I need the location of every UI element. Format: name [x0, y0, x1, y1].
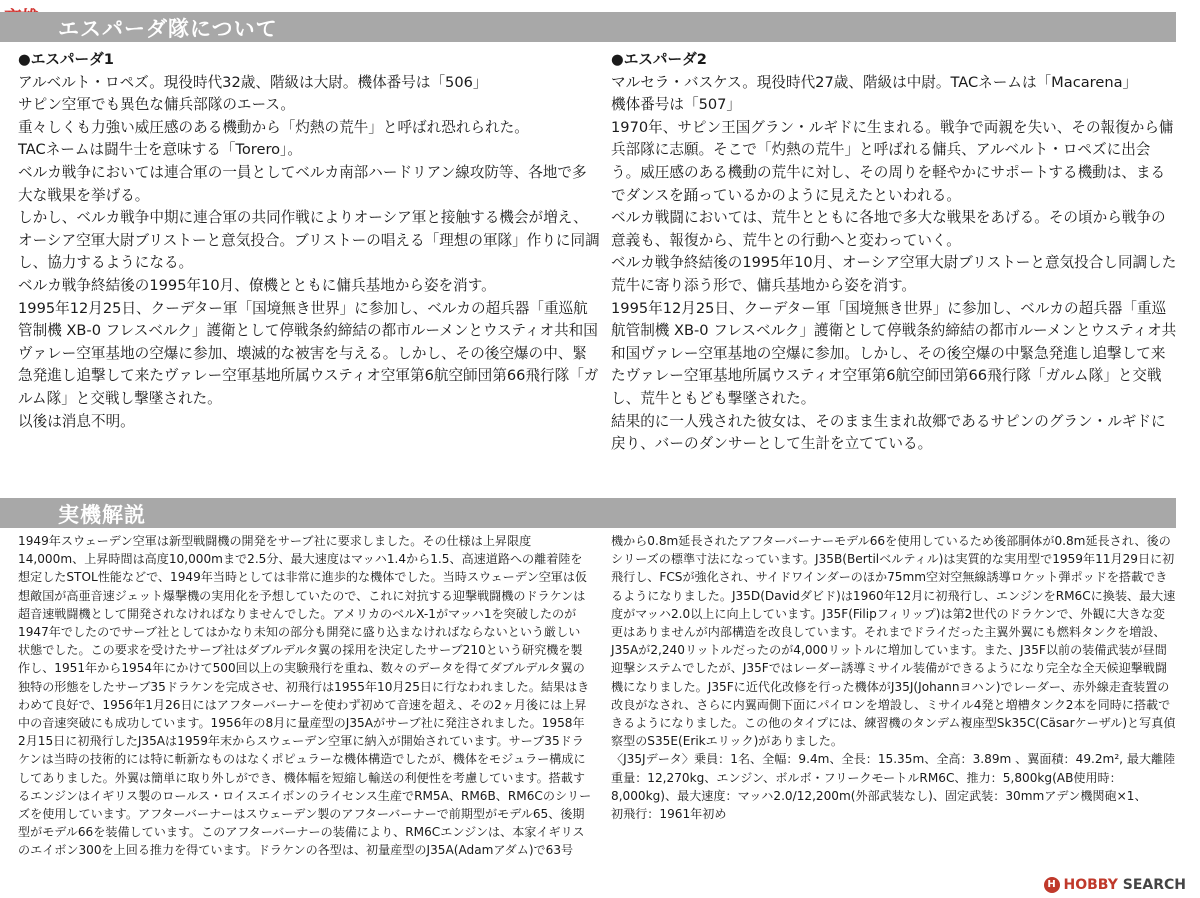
espada2-column — [611, 49, 1177, 456]
hobbysearch-watermark — [1044, 877, 1186, 893]
espada2-heading: ●エスパーダ2 — [611, 51, 707, 68]
espada2-paragraph: 1995年12月25日、クーデター軍「国境無き世界」に参加し、ベルカの超兵器「重巡航管制機 XB-0 フレスベルク」護衛として停戦条約締結の都市ルーメンとウスティオ共和国ヴァレー空軍基地の空爆に参加。しかし、その後空爆の中緊急発進し追撃して来たヴァレー空軍基地所属ウスティオ空軍第6航空師団第66飛行隊「ガルム隊」と交戦し、荒牛ともども撃墜された。 — [611, 299, 1177, 407]
espada2-paragraph: 1970年、サピン王国グラン・ルギドに生まれる。戦争で両親を失い、その報復から傭兵部隊に志願。そこで「灼熱の荒牛」と呼ばれる傭兵、アルベルト・ロペズに出会う。威圧感のある機動の荒牛に対し、その周りを軽やかにサポートする機動は、まるでダンスを踊っているかのように見えたといわれる。 — [611, 118, 1174, 204]
espada1-paragraph: ベルカ戦争終結後の1995年10月、僚機とともに傭兵基地から姿を消す。 — [18, 276, 496, 294]
watermark-brand: HOBBY — [1063, 877, 1118, 893]
espada1-paragraph: サピン空軍でも異色な傭兵部隊のエース。 — [18, 96, 295, 114]
watermark-suffix: SEARCH — [1117, 877, 1186, 893]
espada1-heading: ●エスパーダ1 — [18, 51, 114, 68]
spec-data: 初飛行：1961年初め — [611, 807, 727, 822]
espada1-paragraph: アルベルト・ロペズ。現役時代32歳、階級は大尉。機体番号は「506」 — [18, 73, 488, 91]
commentary-text: 1949年スウェーデン空軍は新型戦闘機の開発をサーブ社に要求しました。その仕様は上昇限度14,000m、上昇時間は高度10,000mまで2.5分、最大速度はマッハ1.4から1.5、高速道路への離着陸を想定したSTOL性能などで、1949年当時としては非常に進歩的な機体でした。当時スウェーデン空軍は仮想敵国が高亜音速ジェット爆撃機の実用化を予想していたので、これに対抗する迎撃戦闘機のドラケンは超音速戦闘機として開発されなければなりませんでした。アメリカのベルX-1がマッハ1を突破したのが1947年でしたのでサーブ社としてはかなり未知の部分も開発に盛り込まなければならないという厳しい状態でした。この要求を受けたサーブ社はダブルデルタ翼の採用を決定したサーブ210という研究機を製作し、1951年から1954年にかけて500回以上の実験飛行を重ね、数々のデータを得てダブルデルタ翼の独特の形態をしたサーブ35ドラケンを完成させ、初飛行は1955年10月25日に行なわれました。結果はきわめて良好で、1956年1月26日にはアフターバーナーを使わず初めて音速を超え、その2ヶ月後には上昇中の音速突破にも成功しています。1956年の8月に量産型のJ35Aがサーブ社に発注されました。1958年2月15日に初飛行したJ35Aは1959年末からスウェーデン空軍に納入が開始されています。サーブ35ドラケンは当時の技術的には特に斬新なものはなくポピュラーな機体構造でしたが、機体をモジュラー構成にしてありました。外翼は簡単に取り外しができ、機体幅を短縮し輸送の利便性を考慮しています。搭載するエンジンはイギリス製のロールス・ロイスエイボンのライセンス生産でRM5A、RM6B、RM6Cのシリーズを使用しています。アフターバーナーはスウェーデン製のアフターバーナーで前期型がモデル65、後期型がモデル66を装備しています。このアフターバーナーの装備により、RM6Cエンジンは、本家イギリスのエイボン300を上回る推力を得ています。ドラケンの各型は、初量産型のJ35A(Adamアダム)で63号 — [18, 534, 592, 858]
section-header-commentary — [0, 498, 1176, 528]
espada1-column — [18, 49, 600, 433]
commentary-right-column — [611, 532, 1177, 823]
espada2-paragraph: 機体番号は「507」 — [611, 96, 742, 114]
section-title-espada: エスパーダ隊について — [58, 17, 278, 41]
espada1-paragraph: しかし、ベルカ戦争中期に連合軍の共同作戦によりオーシア軍と接触する機会が増え、オーシア空軍大尉ブリストーと意気投合。ブリストーの唱える「理想の軍隊」作りに同調し、協力するようになる。 — [18, 209, 600, 272]
commentary-left-column — [18, 532, 592, 860]
espada2-paragraph: ベルカ戦争終結後の1995年10月、オーシア空軍大尉ブリストーと意気投合し同調した荒牛に寄り添う形で、傭兵基地から姿を消す。 — [611, 254, 1177, 294]
commentary-text: 機から0.8m延長されたアフターバーナーモデル66を使用しているため後部胴体が0.8m延長され、後のシリーズの標準寸法になっています。J35B(Bertilベルティル)は実質的な実用型で1959年11月29日に初飛行し、FCSが強化され、サイドワインダーのほか75mm空対空無線誘導ロケット弾ポッドを搭載できるようになりました。J35D(Davidダビド)は1960年12月に初飛行し、エンジンをRM6Cに換装、最大速度がマッハ2.0以上に向上しています。J35F(Filipフィリップ)は第2世代のドラケンで、外観に大きな変更はありませんが内部構造を改良しています。それまでドライだった主翼外翼にも燃料タンクを増設、J35Aが2,240リットルだったのが4,000リットルに増加しています。また、J35F以前の装備武装が昼間迎撃システムでしたが、J35Fではレーダー誘導ミサイル装備ができるようになり完全な全天候迎撃戦闘機になりました。J35Fに近代化改修を行った機体がJ35J(Johannヨハン)でレーダー、赤外線走査装置の改良がなされ、さらに内翼両側下面にパイロンを増設し、ミサイル4発と増槽タンク2本を同時に搭載できるようになりました。この他のタイプには、練習機のタンデム複座型Sk35C(Cäsarケーザル)と写真偵察型のS35E(Erikエリック)がありました。 — [611, 534, 1176, 749]
espada2-paragraph: マルセラ・バスケス。現役時代27歳、階級は中尉。TACネームは「Macarena」 — [611, 73, 1138, 91]
espada1-paragraph: 重々しくも力強い威圧感のある機動から「灼熱の荒牛」と呼ばれ恐れられた。 — [18, 118, 529, 136]
espada1-paragraph: 以後は消息不明。 — [18, 412, 135, 430]
spec-data: 〈J35Jデータ〉乗員：1名、全幅：9.4m、全長：15.35m、全高：3.89m 、翼面積：49.2m², 最大離陸重量：12,270kg、エンジン、ボルボ・フリークモートルRM6C、推力：5,800kg(AB使用時：8,000kg)、最大速度：マッハ2.0/12,200m(外部武装なし)、固定武装：30mmアデン機関砲×1、 — [611, 752, 1176, 803]
hobbysearch-logo-icon: H — [1044, 877, 1060, 893]
espada1-paragraph: 1995年12月25日、クーデター軍「国境無き世界」に参加し、ベルカの超兵器「重巡航管制機 XB-0 フレスベルク」護衛として停戦条約締結の都市ルーメンとウスティオ共和国ヴァレー空軍基地の空爆に参加、壊滅的な被害を与える。しかし、その後空爆の中、緊急発進し追撃して来たヴァレー空軍基地所属ウスティオ空軍第6航空師団第66飛行隊「ガルム隊」と交戦し撃墜された。 — [18, 299, 599, 407]
section-header-espada — [0, 12, 1176, 42]
espada2-paragraph: ベルカ戦闘においては、荒牛とともに各地で多大な戦果をあげる。その頃から戦争の意義も、報復から、荒牛との行動へと変わっていく。 — [611, 209, 1166, 249]
espada2-paragraph: 結果的に一人残された彼女は、そのまま生まれ故郷であるサピンのグラン・ルギドに戻り、バーのダンサーとして生計を立てている。 — [611, 412, 1166, 453]
section-title-commentary: 実機解説 — [58, 503, 146, 527]
espada1-paragraph: ベルカ戦争においては連合軍の一員としてベルカ南部ハードリアン線攻防等、各地で多大な戦果を挙げる。 — [18, 163, 587, 204]
espada1-paragraph: TACネームは闘牛士を意味する「Torero」。 — [18, 141, 302, 159]
